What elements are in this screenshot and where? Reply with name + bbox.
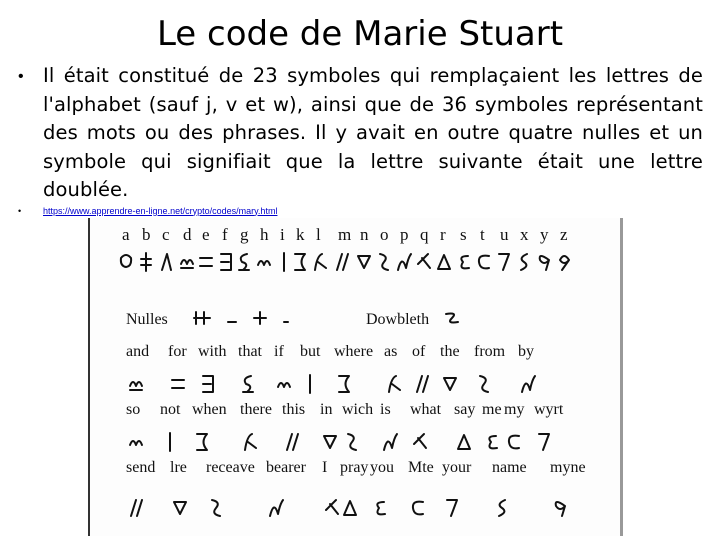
alphabet-letter: r [440, 225, 446, 244]
alphabet-letter: z [560, 225, 568, 244]
word-label: if [274, 343, 284, 360]
word-label: Mte [408, 459, 434, 476]
word-symbol [444, 378, 456, 390]
cipher-symbol [239, 254, 249, 270]
cipher-symbol [315, 254, 326, 270]
word-label: where [334, 343, 374, 360]
alphabet-letter: f [222, 225, 228, 244]
word-symbol [324, 436, 336, 448]
word-symbol [326, 500, 338, 514]
word-symbol [417, 376, 428, 392]
bullet-list [18, 62, 708, 218]
word-label: my [504, 401, 525, 418]
cipher-symbol [418, 254, 430, 268]
cipher-symbol [540, 256, 549, 270]
word-label: lre [170, 459, 187, 476]
word-label: not [160, 401, 181, 418]
cipher-symbol [181, 260, 193, 268]
word-symbol [414, 434, 426, 448]
bullet-item-link [18, 205, 708, 218]
word-label: that [238, 343, 262, 360]
alphabet-letter: a [122, 225, 130, 244]
word-symbol [539, 434, 549, 450]
word-symbol [131, 500, 142, 516]
word-symbol [339, 376, 349, 392]
word-label: is [380, 401, 391, 418]
word-label: and [126, 343, 150, 360]
word-label: wyrt [534, 401, 564, 418]
word-symbol [348, 434, 356, 450]
word-symbol [245, 434, 256, 450]
word-label: pray [340, 459, 369, 476]
word-symbol [447, 500, 457, 516]
word-symbol [174, 502, 186, 514]
alphabet-letter: n [360, 225, 369, 244]
cipher-symbol [141, 253, 151, 271]
word-label: when [192, 401, 227, 418]
bullet-text: Il était constitué de 23 symboles qui remplaçaient les lettres de l'alphabet (sauf j, v et w), ainsi que de 36 symboles représentant des mots ou des phrases. Il y avait en outre quatre nulles et un symbole qui signifiait que la lettre suivante était une lettre doublée. [43, 64, 703, 201]
alphabet-letter: h [260, 225, 269, 244]
word-label: your [442, 459, 472, 476]
doublet-symbol [446, 314, 458, 323]
word-symbol [197, 434, 207, 450]
word-label: the [440, 343, 460, 360]
word-symbol [489, 436, 497, 448]
cipher-symbol [398, 254, 411, 270]
alphabet-letter: x [520, 225, 529, 244]
word-symbol [556, 502, 565, 516]
word-symbol [130, 382, 142, 390]
word-label: in [320, 401, 333, 418]
cipher-symbol [121, 255, 131, 267]
alphabet-letter: o [380, 225, 389, 244]
word-label: for [168, 343, 187, 360]
word-symbol [377, 502, 385, 514]
word-symbol [522, 376, 535, 392]
alphabet-letter: d [183, 225, 192, 244]
alphabet-letter: p [400, 225, 409, 244]
alphabet-letter: t [480, 225, 485, 244]
cipher-symbol [438, 255, 450, 269]
alphabet-letter: l [316, 225, 321, 244]
word-symbol [499, 500, 505, 516]
null-symbol [254, 312, 266, 324]
bullet-dot: • [18, 68, 24, 85]
word-symbol [270, 500, 283, 516]
word-label: send [126, 459, 156, 476]
word-label: receave [206, 459, 255, 476]
word-label: by [518, 343, 534, 360]
source-link[interactable]: https://www.apprendre-en-ligne.net/crypto/codes/mary.html [43, 205, 278, 216]
word-symbol [384, 434, 397, 450]
cipher-symbol [295, 254, 305, 270]
word-symbol [458, 435, 470, 449]
word-symbol [287, 434, 298, 450]
word-label: with [198, 343, 227, 360]
word-label: this [282, 401, 306, 418]
word-symbol [509, 436, 519, 449]
cipher-table-drawing [90, 218, 618, 536]
alphabet-letter: g [240, 225, 249, 244]
word-label: say [454, 401, 476, 418]
word-symbol [344, 501, 356, 515]
alphabet-letter: k [296, 225, 305, 244]
cipher-symbol [461, 256, 469, 268]
cipher-symbol [380, 254, 388, 270]
word-symbol [130, 441, 142, 445]
null-symbol [194, 312, 210, 324]
alphabet-letter: q [420, 225, 429, 244]
word-symbol [278, 383, 290, 387]
cipher-table-image [88, 218, 623, 536]
word-label: you [370, 459, 394, 476]
cipher-symbol [337, 254, 348, 270]
word-label: bearer [266, 459, 306, 476]
word-symbol [480, 376, 488, 392]
nulles-label: Nulles [126, 311, 168, 328]
alphabet-letter: s [460, 225, 467, 244]
word-label: of [412, 343, 426, 360]
cipher-symbol [479, 256, 489, 269]
word-label: what [410, 401, 442, 418]
cipher-symbol [521, 254, 527, 270]
word-symbol [389, 376, 400, 392]
alphabet-letter: e [202, 225, 210, 244]
word-label: from [474, 343, 506, 360]
word-symbol [203, 376, 213, 392]
cipher-symbol [221, 254, 231, 270]
word-symbol [413, 502, 423, 515]
word-label: I [322, 459, 328, 476]
cipher-symbol [358, 256, 370, 268]
page-title: Le code de Marie Stuart [156, 14, 564, 54]
alphabet-letter: u [500, 225, 509, 244]
alphabet-letter: i [280, 225, 285, 244]
alphabet-letter: m [338, 225, 352, 244]
cipher-symbol [200, 258, 212, 266]
word-label: name [492, 459, 527, 476]
alphabet-letter: b [142, 225, 151, 244]
bullet-dot: • [18, 205, 22, 216]
word-label: but [300, 343, 321, 360]
word-label: as [384, 343, 398, 360]
word-label: there [240, 401, 272, 418]
cipher-symbol [560, 256, 569, 270]
word-symbol [172, 380, 184, 388]
doublet-label: Dowbleth [366, 311, 430, 328]
cipher-symbol [162, 254, 171, 270]
alphabet-letter: c [162, 225, 170, 244]
word-label: so [126, 401, 141, 418]
alphabet-letter: y [540, 225, 549, 244]
cipher-symbol [499, 254, 509, 270]
bullet-item [18, 62, 708, 205]
word-label: wich [342, 401, 374, 418]
word-symbol [212, 500, 220, 516]
cipher-symbol [258, 261, 270, 265]
word-label: me [482, 401, 502, 418]
word-symbol [243, 376, 253, 392]
word-label: myne [550, 459, 586, 476]
